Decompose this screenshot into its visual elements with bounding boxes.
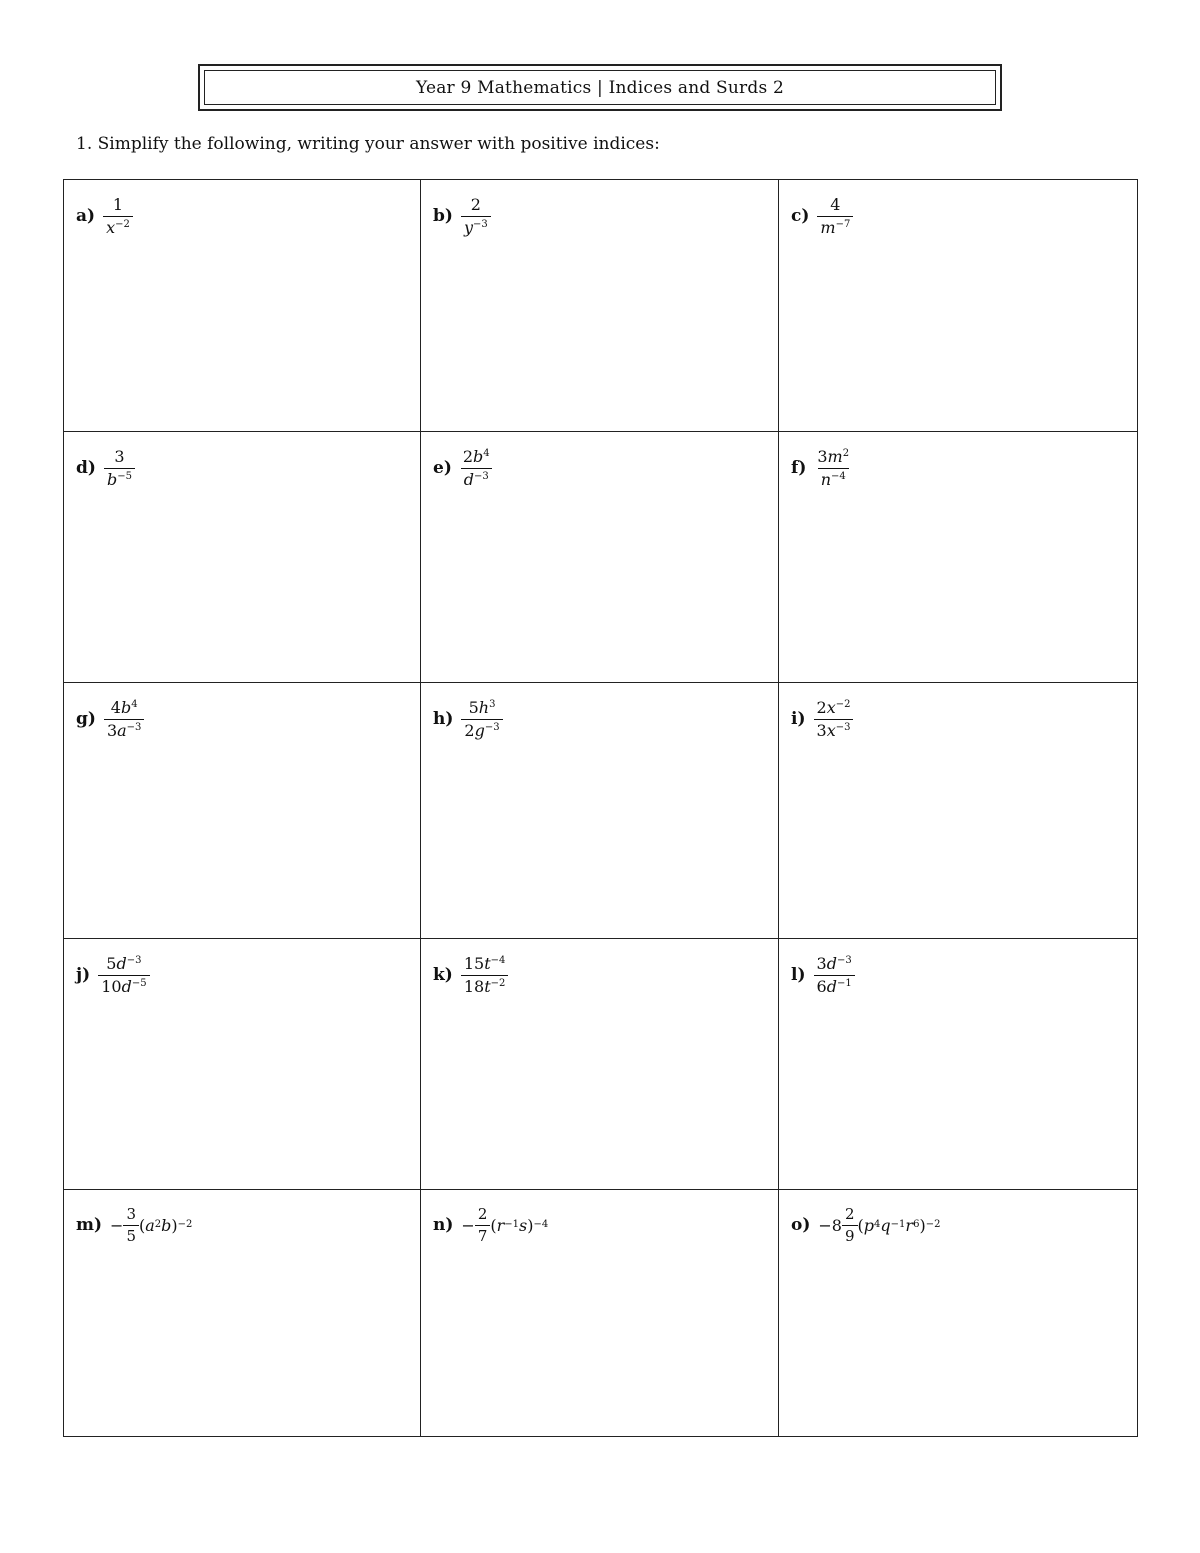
problem-cell-h[interactable] <box>421 683 779 939</box>
page-title: Year 9 Mathematics | Indices and Surds 2 <box>204 70 996 105</box>
numerator: 3 <box>114 447 125 466</box>
numerator: $5h^3$ <box>468 698 496 717</box>
problem-label: h) <box>433 709 454 730</box>
problem-j <box>76 955 150 995</box>
problem-label: l) <box>791 965 806 986</box>
denominator: $x^{-2}$ <box>103 216 133 237</box>
problem-f <box>791 448 852 488</box>
problem-cell-e[interactable] <box>421 432 779 683</box>
fraction <box>814 448 852 488</box>
problem-m <box>76 1206 192 1244</box>
problem-cell-f[interactable] <box>779 432 1137 683</box>
problem-label: e) <box>433 458 452 479</box>
problem-label: c) <box>791 206 810 227</box>
numerator: 4 <box>830 195 841 214</box>
denominator: $d^{-3}$ <box>461 468 492 489</box>
numerator: $2b^4$ <box>462 447 490 466</box>
problem-label: m) <box>76 1215 103 1235</box>
problem-k <box>433 955 508 995</box>
problem-label: b) <box>433 206 453 227</box>
problem-h <box>433 699 503 739</box>
numerator: $15t^{-4}$ <box>463 954 506 973</box>
problem-d <box>76 448 135 488</box>
fraction <box>460 448 493 488</box>
fraction <box>817 196 853 236</box>
fraction <box>98 955 149 995</box>
expression: − $\frac{3}{5}$ ( a 2 b ) −2 <box>110 1205 193 1245</box>
problem-cell-g[interactable] <box>64 683 421 939</box>
denominator: $y^{-3}$ <box>461 216 491 237</box>
problem-label: f) <box>791 458 807 479</box>
title-box <box>198 64 1002 111</box>
denominator: $2g^{-3}$ <box>461 719 502 740</box>
denominator: $6d^{-1}$ <box>814 975 855 996</box>
expression: −8 $\frac{2}{9}$ ( p 4 q −1 r 6 ) −2 <box>818 1205 941 1245</box>
denominator: $3a^{-3}$ <box>104 719 144 740</box>
problem-label: a) <box>76 206 96 227</box>
problem-label: o) <box>791 1215 811 1235</box>
problem-label: i) <box>791 709 806 730</box>
problem-cell-o[interactable] <box>779 1190 1137 1436</box>
problem-cell-n[interactable] <box>421 1190 779 1436</box>
problem-cell-d[interactable] <box>64 432 421 683</box>
numerator: 2 <box>470 195 481 214</box>
denominator: $18t^{-2}$ <box>461 975 509 996</box>
numerator: $2x^{-2}$ <box>816 698 851 717</box>
problem-e <box>433 448 493 488</box>
problem-n <box>433 1206 548 1244</box>
fraction <box>814 955 855 995</box>
question-instruction: 1. Simplify the following, writing your answer with positive indices: <box>76 134 660 154</box>
fraction: $\frac{2}{7}$ <box>475 1206 491 1244</box>
problem-label: g) <box>76 709 96 730</box>
problem-label: j) <box>76 965 91 986</box>
denominator: $10d^{-5}$ <box>98 975 149 996</box>
numerator: $5d^{-3}$ <box>106 954 142 973</box>
numerator: $4b^4$ <box>110 698 138 717</box>
problem-cell-m[interactable] <box>64 1190 421 1436</box>
fraction: $\frac{2}{9}$ <box>842 1206 858 1244</box>
numerator: $3d^{-3}$ <box>816 954 852 973</box>
problem-g <box>76 699 144 739</box>
numerator: $3m^2$ <box>817 447 850 466</box>
problem-cell-c[interactable] <box>779 180 1137 432</box>
problem-label: d) <box>76 458 96 479</box>
problem-o <box>791 1206 940 1244</box>
fraction <box>103 196 133 236</box>
problem-cell-i[interactable] <box>779 683 1137 939</box>
problem-label: n) <box>433 1215 454 1235</box>
problem-i <box>791 699 853 739</box>
problem-cell-a[interactable] <box>64 180 421 432</box>
problem-cell-k[interactable] <box>421 939 779 1190</box>
problem-cell-b[interactable] <box>421 180 779 432</box>
denominator: $b^{-5}$ <box>104 468 135 489</box>
denominator: $m^{-7}$ <box>817 216 853 237</box>
denominator: $3x^{-3}$ <box>814 719 854 740</box>
fraction <box>104 448 135 488</box>
problem-l <box>791 955 855 995</box>
problem-a <box>76 196 133 236</box>
problem-c <box>791 196 853 236</box>
problem-cell-j[interactable] <box>64 939 421 1190</box>
problem-b <box>433 196 491 236</box>
expression: − $\frac{2}{7}$ ( r −1 s ) −4 <box>461 1205 549 1245</box>
fraction <box>461 955 509 995</box>
fraction <box>104 699 144 739</box>
denominator: $n^{-4}$ <box>818 468 849 489</box>
fraction: $\frac{3}{5}$ <box>123 1206 139 1244</box>
fraction <box>814 699 854 739</box>
problem-cell-l[interactable] <box>779 939 1137 1190</box>
problem-grid <box>63 179 1138 1437</box>
problem-label: k) <box>433 965 453 986</box>
fraction <box>461 196 491 236</box>
numerator: 1 <box>112 195 124 214</box>
fraction <box>461 699 502 739</box>
